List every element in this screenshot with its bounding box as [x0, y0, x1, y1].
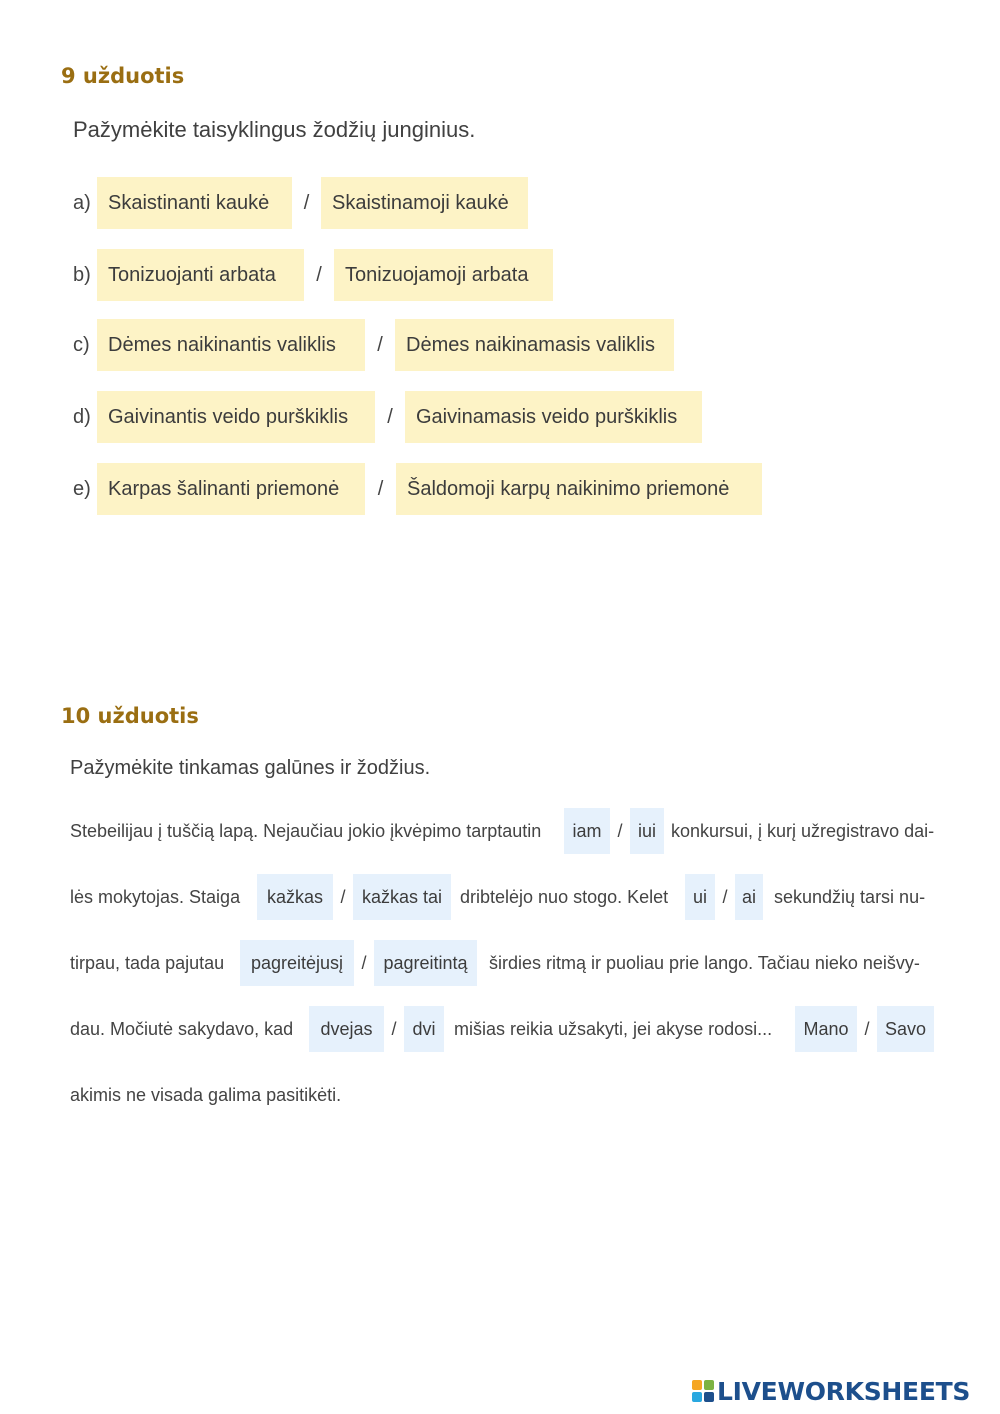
task-9-instruction: Pažymėkite taisyklingus žodžių junginius.: [73, 117, 476, 142]
task-9-row-b: [73, 249, 553, 301]
logo-text: LIVEWORKSHEETS: [717, 1376, 971, 1406]
logo-square: [692, 1380, 702, 1390]
choice-option[interactable]: dvi: [404, 1006, 444, 1052]
task-10-title: 10 užduotis: [61, 704, 199, 728]
choice-option[interactable]: Gaivinamasis veido purškiklis: [405, 391, 702, 443]
paragraph-line-5: [70, 1072, 341, 1118]
paragraph-text: sekundžių tarsi nu-: [774, 886, 926, 907]
choice-option[interactable]: ai: [735, 874, 763, 920]
choice-option[interactable]: Tonizuojamoji arbata: [334, 249, 553, 301]
choice-option[interactable]: Karpas šalinanti priemonė: [97, 463, 365, 515]
task-10-instruction: Pažymėkite tinkamas galūnes ir žodžius.: [70, 757, 431, 779]
choice-option[interactable]: iam: [564, 808, 610, 854]
choice-option[interactable]: ui: [685, 874, 715, 920]
choice-option[interactable]: Skaistinanti kaukė: [97, 177, 292, 229]
slash-separator: /: [340, 886, 346, 907]
paragraph-text: dau. Močiutė sakydavo, kad: [70, 1018, 294, 1039]
paragraph-text: tirpau, tada pajutau: [70, 952, 225, 973]
choice-option[interactable]: Savo: [877, 1006, 934, 1052]
paragraph-text: lės mokytojas. Staiga: [70, 886, 241, 907]
choice-option[interactable]: Mano: [795, 1006, 857, 1052]
paragraph-line-3: [70, 940, 920, 986]
slash-separator: /: [722, 886, 728, 907]
row-letter: e): [73, 477, 91, 500]
paragraph-text: mišias reikia užsakyti, jei akyse rodosi...: [454, 1018, 773, 1039]
row-letter: c): [73, 333, 90, 356]
task-9-row-e: [73, 463, 762, 515]
slash-separator: /: [391, 1018, 397, 1039]
logo-square: [704, 1392, 714, 1402]
choice-option[interactable]: Skaistinamoji kaukė: [321, 177, 528, 229]
liveworksheets-logo-icon: [692, 1380, 714, 1402]
slash-separator: /: [617, 820, 623, 841]
choice-option[interactable]: Šaldomoji karpų naikinimo priemonė: [396, 463, 762, 515]
row-letter: b): [73, 263, 91, 286]
paragraph-text: Stebeilijau į tuščią lapą. Nejaučiau jokio įkvėpimo tarptautin: [70, 820, 542, 841]
choice-option[interactable]: Dėmes naikinantis valiklis: [97, 319, 365, 371]
task-9-row-c: [73, 319, 674, 371]
choice-option[interactable]: Tonizuojanti arbata: [97, 249, 304, 301]
task-9-row-d: [73, 391, 702, 443]
paragraph-line-2: [70, 874, 925, 920]
slash-separator: /: [864, 1018, 870, 1039]
choice-option[interactable]: kažkas: [257, 874, 333, 920]
task-9-row-a: [73, 177, 528, 229]
paragraph-text: širdies ritmą ir puoliau prie lango. Tačiau nieko neišvy-: [489, 952, 920, 973]
slash-separator: /: [316, 263, 322, 286]
choice-option[interactable]: kažkas tai: [353, 874, 451, 920]
slash-separator: /: [303, 191, 310, 214]
slash-separator: /: [377, 333, 383, 356]
liveworksheets-logo: [692, 1376, 970, 1406]
paragraph-text: konkursui, į kurį užregistravo dai-: [671, 820, 935, 841]
paragraph-line-4: [70, 1006, 934, 1052]
paragraph-line-1: [70, 808, 934, 854]
slash-separator: /: [387, 405, 393, 428]
row-letter: d): [73, 405, 91, 428]
choice-option[interactable]: pagreitintą: [374, 940, 477, 986]
paragraph-text: akimis ne visada galima pasitikėti.: [70, 1084, 342, 1105]
choice-option[interactable]: iui: [630, 808, 664, 854]
slash-separator: /: [361, 952, 367, 973]
choice-option[interactable]: pagreitėjusį: [240, 940, 354, 986]
logo-square: [692, 1392, 702, 1402]
logo-square: [704, 1380, 714, 1390]
task-9-title: 9 užduotis: [61, 64, 185, 88]
row-letter: a): [73, 191, 91, 214]
choice-option[interactable]: dvejas: [309, 1006, 384, 1052]
choice-option[interactable]: Dėmes naikinamasis valiklis: [395, 319, 674, 371]
choice-option[interactable]: Gaivinantis veido purškiklis: [97, 391, 375, 443]
slash-separator: /: [377, 477, 384, 500]
paragraph-text: dribtelėjo nuo stogo. Kelet: [460, 886, 669, 907]
